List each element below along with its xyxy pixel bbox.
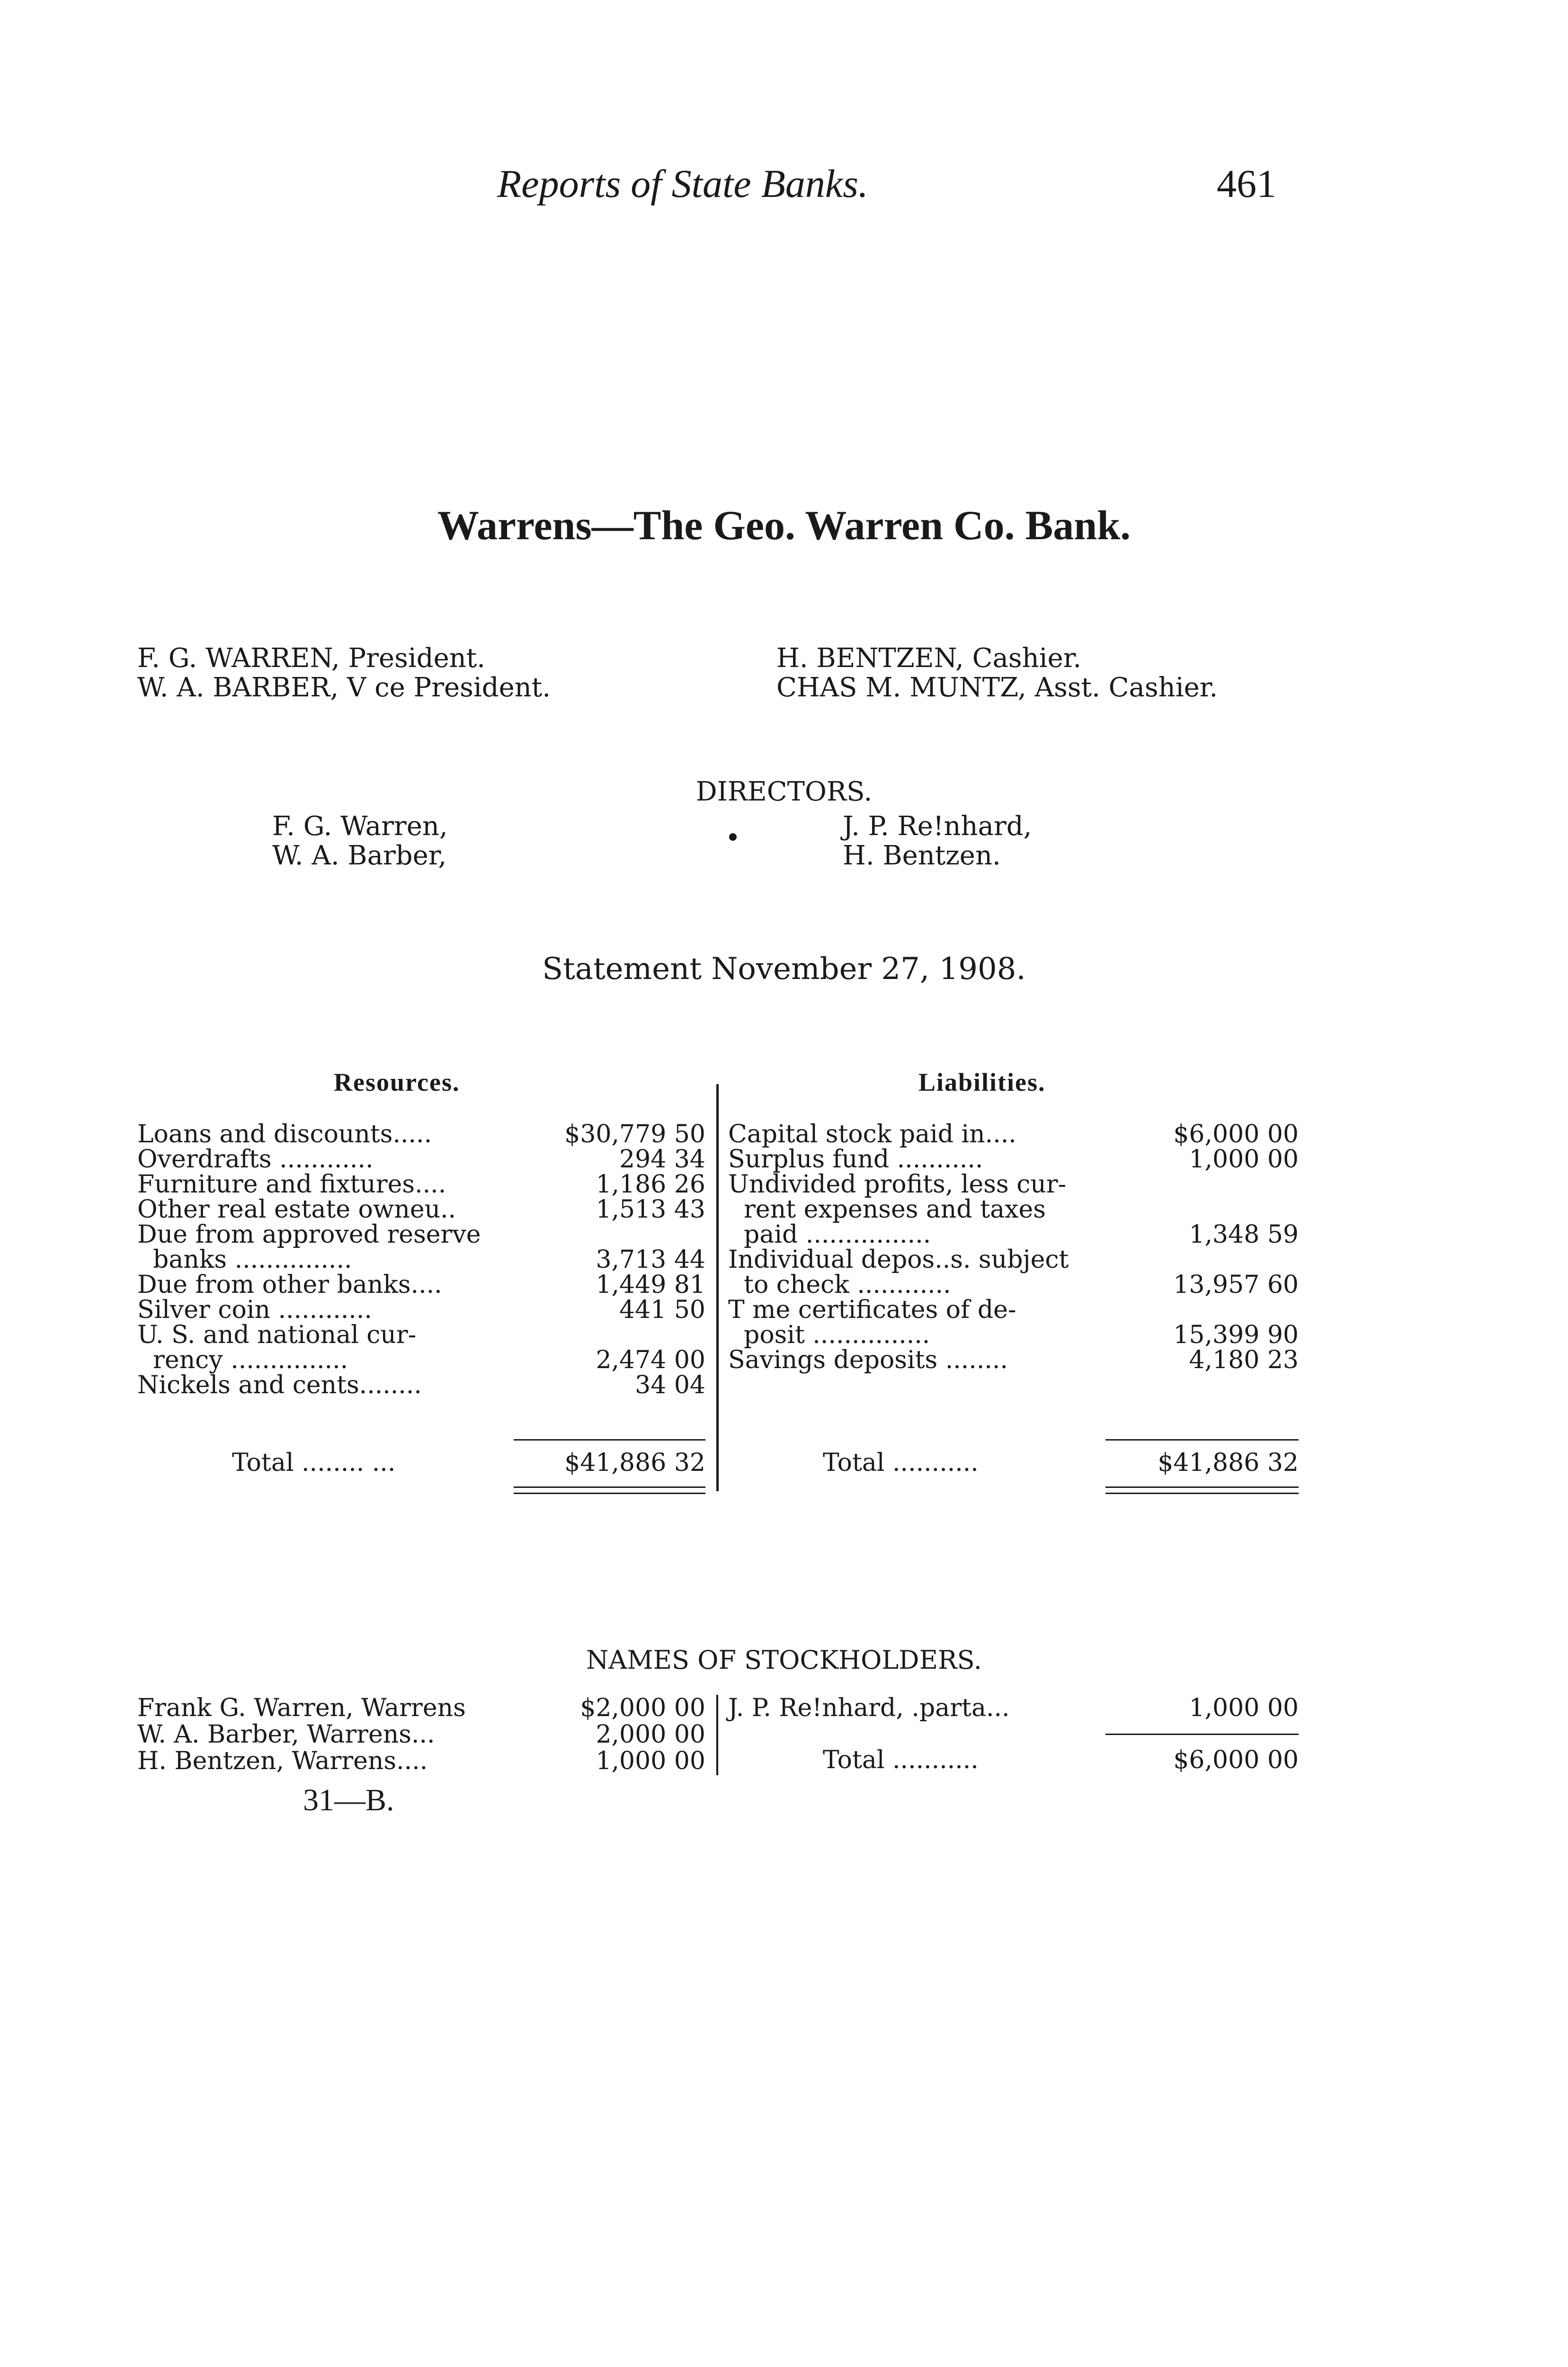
liability-amount: 1,000 00 bbox=[1189, 1145, 1299, 1174]
list-item bbox=[137, 1695, 705, 1721]
table-row bbox=[728, 1171, 1299, 1198]
resource-label: U. S. and national cur- bbox=[137, 1321, 417, 1349]
stockholder-name: H. Bentzen, Warrens.... bbox=[137, 1747, 428, 1775]
stockholder-amount: $2,000 00 bbox=[580, 1694, 705, 1722]
resource-label: rency ............... bbox=[137, 1346, 348, 1374]
liability-label: Undivided profits, less cur- bbox=[728, 1170, 1067, 1199]
liability-amount: 1,348 59 bbox=[1189, 1220, 1299, 1249]
table-row bbox=[137, 1272, 705, 1298]
resource-amount: 441 50 bbox=[619, 1296, 705, 1324]
resources-heading: Resources. bbox=[334, 1068, 460, 1096]
liability-label: to check ............ bbox=[728, 1271, 951, 1299]
stockholder-name: J. P. Re!nhard, .parta... bbox=[728, 1694, 1010, 1722]
resource-label: Overdrafts ............ bbox=[137, 1145, 374, 1174]
liability-label: T me certificates of de- bbox=[728, 1296, 1016, 1324]
resource-amount: $30,779 50 bbox=[564, 1120, 705, 1148]
director-name: H. Bentzen. bbox=[843, 840, 1001, 871]
table-row bbox=[137, 1372, 705, 1398]
resources-table bbox=[137, 1121, 705, 1415]
liabilities-table bbox=[728, 1121, 1299, 1386]
table-row bbox=[137, 1221, 705, 1248]
total-label: Total ........... bbox=[823, 1449, 979, 1477]
total-rule bbox=[514, 1439, 705, 1441]
column-divider bbox=[716, 1695, 718, 1775]
table-row bbox=[728, 1347, 1299, 1373]
liabilities-total-row bbox=[728, 1450, 1299, 1476]
resource-label: banks ............... bbox=[137, 1246, 352, 1274]
table-row bbox=[137, 1322, 705, 1348]
table-row bbox=[728, 1196, 1299, 1223]
list-item bbox=[137, 1748, 705, 1774]
stockholders-heading: NAMES OF STOCKHOLDERS. bbox=[586, 1645, 982, 1675]
resources-total-row bbox=[137, 1450, 705, 1476]
column-divider bbox=[716, 1084, 719, 1491]
liability-label: Savings deposits ........ bbox=[728, 1346, 1008, 1374]
director-name: W. A. Barber, bbox=[272, 840, 447, 871]
table-row bbox=[137, 1246, 705, 1273]
statement-date: Statement November 27, 1908. bbox=[542, 952, 1026, 987]
total-amount: $41,886 32 bbox=[1158, 1449, 1299, 1477]
total-label: Total ........... bbox=[823, 1746, 979, 1774]
resource-amount: 34 04 bbox=[635, 1371, 705, 1399]
liability-amount: 13,957 60 bbox=[1173, 1271, 1299, 1299]
officers-left bbox=[137, 644, 551, 703]
liability-label: Surplus fund ........... bbox=[728, 1145, 983, 1174]
officer-asst-cashier: CHAS M. MUNTZ, Asst. Cashier. bbox=[776, 672, 1218, 703]
running-head-title: Reports of State Banks. bbox=[497, 162, 868, 206]
table-row bbox=[728, 1246, 1299, 1273]
stockholders-left bbox=[137, 1695, 705, 1775]
signature-mark: 31—B. bbox=[303, 1783, 394, 1817]
total-rule bbox=[1105, 1734, 1299, 1735]
directors-left bbox=[272, 812, 448, 871]
resource-amount: 1,513 43 bbox=[596, 1195, 705, 1224]
table-row bbox=[137, 1297, 705, 1323]
resource-amount: 2,474 00 bbox=[596, 1346, 705, 1374]
resource-label: Other real estate owneu.. bbox=[137, 1195, 456, 1224]
resource-amount: 1,186 26 bbox=[596, 1170, 705, 1199]
liability-label: Individual depos..s. subject bbox=[728, 1246, 1069, 1274]
resource-label: Due from other banks.... bbox=[137, 1271, 442, 1299]
stockholder-amount: 1,000 00 bbox=[1189, 1694, 1299, 1722]
resource-amount: 3,713 44 bbox=[596, 1246, 705, 1274]
liability-label: Capital stock paid in.... bbox=[728, 1120, 1016, 1148]
table-row bbox=[728, 1322, 1299, 1348]
table-row bbox=[137, 1171, 705, 1198]
liability-amount: 15,399 90 bbox=[1173, 1321, 1299, 1349]
liabilities-heading: Liabilities. bbox=[918, 1068, 1046, 1096]
resource-amount: 1,449 81 bbox=[596, 1271, 705, 1299]
liability-label: rent expenses and taxes bbox=[728, 1195, 1046, 1224]
liability-label: posit ............... bbox=[728, 1321, 930, 1349]
resource-amount: 294 34 bbox=[619, 1145, 705, 1174]
table-row bbox=[137, 1146, 705, 1173]
table-row bbox=[728, 1121, 1299, 1148]
directors-right bbox=[843, 812, 1032, 871]
table-row bbox=[137, 1347, 705, 1373]
resource-label: Silver coin ............ bbox=[137, 1296, 372, 1324]
stockholder-amount: 1,000 00 bbox=[596, 1747, 705, 1775]
bank-title: Warrens—The Geo. Warren Co. Bank. bbox=[437, 503, 1131, 549]
total-amount: $6,000 00 bbox=[1173, 1746, 1299, 1774]
director-name: J. P. Re!nhard, bbox=[843, 811, 1032, 842]
officer-cashier: H. BENTZEN, Cashier. bbox=[776, 643, 1082, 674]
director-name: F. G. Warren, bbox=[272, 811, 448, 842]
table-row bbox=[728, 1146, 1299, 1173]
table-row bbox=[728, 1297, 1299, 1323]
total-rule bbox=[1105, 1439, 1299, 1441]
officer-president: F. G. WARREN, President. bbox=[137, 643, 486, 674]
ink-dot bbox=[729, 833, 737, 841]
resource-label: Due from approved reserve bbox=[137, 1220, 481, 1249]
double-rule bbox=[514, 1486, 705, 1494]
liability-amount: $6,000 00 bbox=[1173, 1120, 1299, 1148]
page-number: 461 bbox=[1217, 162, 1276, 206]
directors-heading: DIRECTORS. bbox=[695, 776, 873, 807]
list-item bbox=[137, 1721, 705, 1748]
stockholder-amount: 2,000 00 bbox=[596, 1720, 705, 1749]
list-item bbox=[728, 1695, 1299, 1721]
table-row bbox=[728, 1221, 1299, 1248]
stockholder-name: Frank G. Warren, Warrens bbox=[137, 1694, 466, 1722]
resource-label: Furniture and fixtures.... bbox=[137, 1170, 446, 1199]
resource-label: Loans and discounts..... bbox=[137, 1120, 432, 1148]
table-row bbox=[728, 1272, 1299, 1298]
liability-label: paid ................ bbox=[728, 1220, 931, 1249]
table-row bbox=[137, 1196, 705, 1223]
total-amount: $41,886 32 bbox=[564, 1449, 705, 1477]
double-rule bbox=[1105, 1486, 1299, 1494]
officer-vice-president: W. A. BARBER, V ce President. bbox=[137, 672, 551, 703]
table-row bbox=[137, 1121, 705, 1148]
running-head bbox=[0, 161, 1568, 218]
liability-amount: 4,180 23 bbox=[1189, 1346, 1299, 1374]
officers-right bbox=[776, 644, 1218, 703]
stockholders-total-row bbox=[728, 1747, 1299, 1773]
stockholder-name: W. A. Barber, Warrens... bbox=[137, 1720, 435, 1749]
resource-label: Nickels and cents........ bbox=[137, 1371, 422, 1399]
total-label: Total ........ ... bbox=[232, 1449, 396, 1477]
